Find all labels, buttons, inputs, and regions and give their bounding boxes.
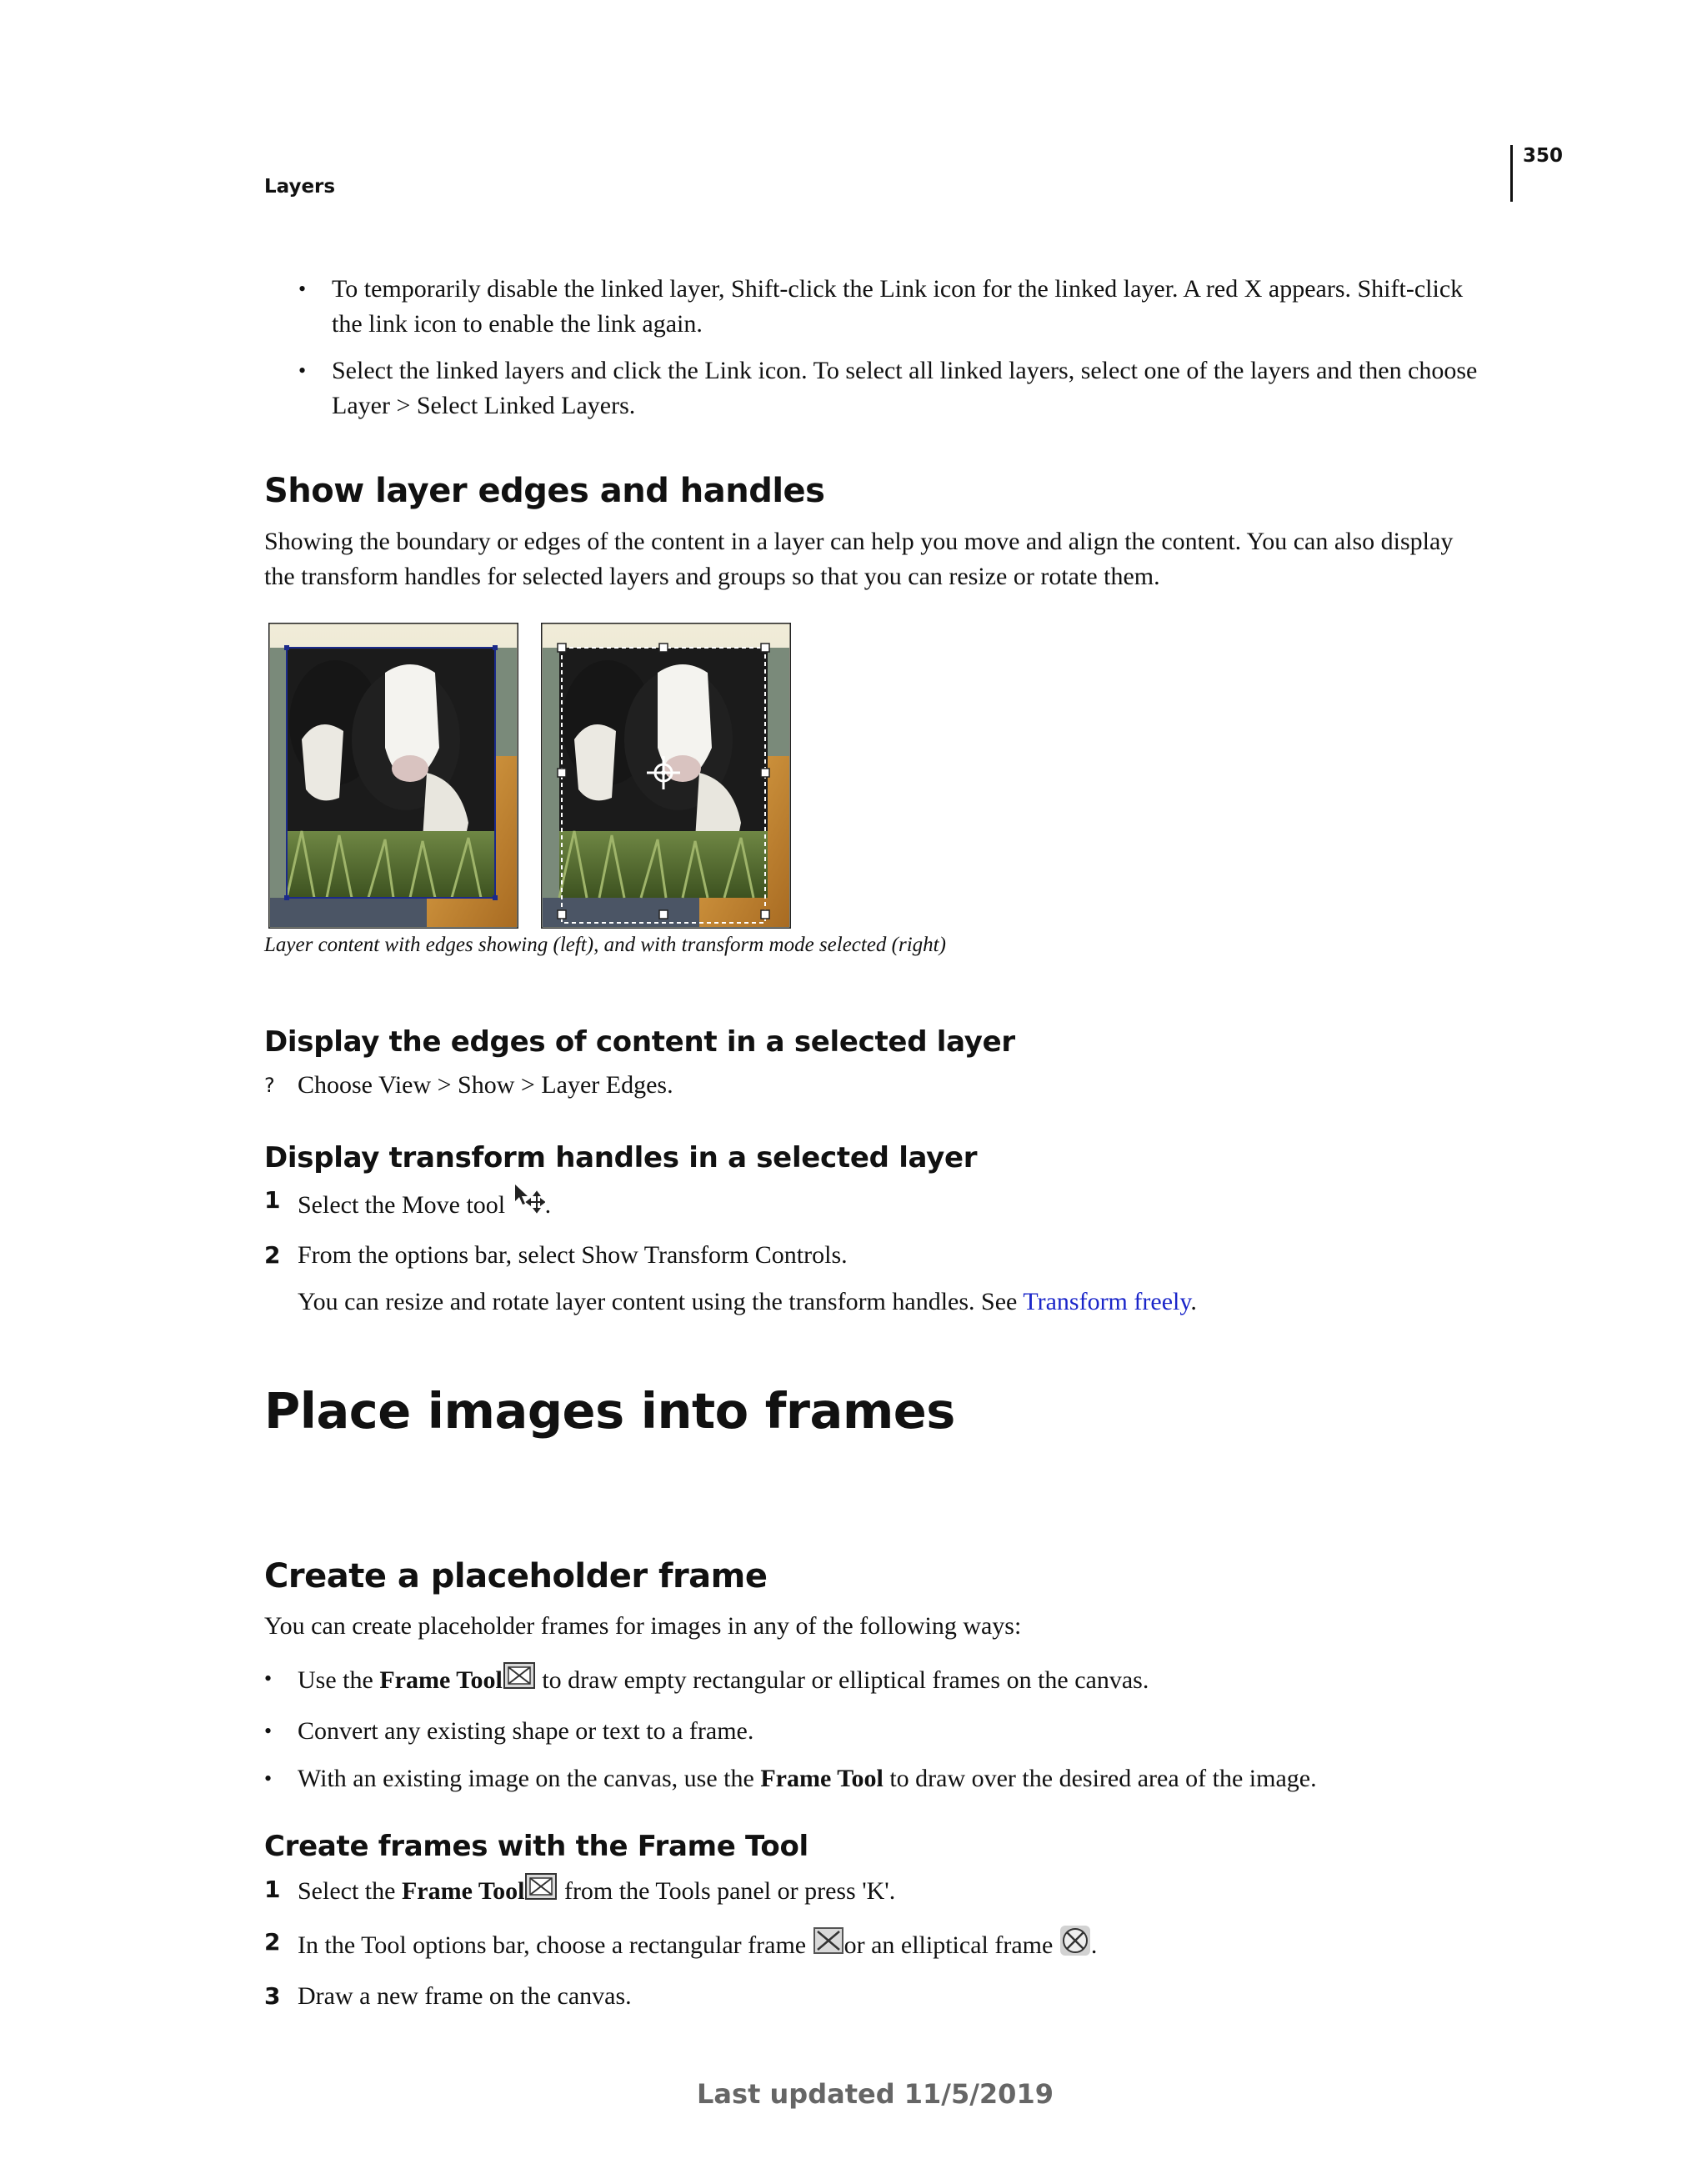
paragraph-line: the transform handles for selected layers and groups so that you can resize or rotate them. (264, 563, 1160, 590)
section-heading: Create a placeholder frame (264, 1557, 768, 1595)
step-text: Select the Move tool (298, 1191, 506, 1219)
list-item-text: Convert any existing shape or text to a frame. (298, 1717, 754, 1745)
subsection-heading: Create frames with the Frame Tool (264, 1830, 808, 1863)
list-item-text: the link icon to enable the link again. (332, 310, 703, 338)
rectangular-frame-icon (813, 1926, 844, 1966)
step-text-end: . (544, 1191, 552, 1219)
step-item (264, 1238, 1514, 1273)
step-item (264, 1925, 1514, 1966)
step-number: 3 (264, 1982, 281, 2010)
subsection-heading: Display transform handles in a selected layer (264, 1141, 978, 1175)
step-marker: ? (264, 1074, 275, 1097)
chapter-heading: Place images into frames (264, 1382, 955, 1440)
list-item-text: Select the linked layers and click the Link icon. To select all linked layers, select one of the layers and then choose (332, 357, 1478, 384)
frame-tool-icon (503, 1661, 536, 1701)
page-number: 350 (1523, 145, 1564, 167)
bullet-marker: • (264, 1766, 273, 1791)
numbered-list (264, 1183, 1514, 1320)
elliptical-frame-icon (1059, 1925, 1091, 1966)
numbered-list (264, 1872, 1514, 2014)
step-text: Select the (298, 1877, 402, 1905)
list-item (298, 353, 1515, 423)
list-item-text: With an existing image on the canvas, use the (298, 1765, 761, 1792)
note-end: . (1190, 1288, 1197, 1315)
step-text: . (1090, 1931, 1098, 1959)
list-item (264, 1761, 1514, 1796)
bullet-marker: • (298, 358, 307, 383)
frame-tool-label: Frame Tool (760, 1765, 884, 1792)
step-item (264, 1183, 1514, 1226)
step-text: Draw a new frame on the canvas. (298, 1982, 632, 2010)
step-text: Choose View > Show > Layer Edges. (298, 1071, 673, 1099)
paragraph-line: Showing the boundary or edges of the content in a layer can help you move and align the content. You can also display (264, 528, 1454, 555)
step-number: 2 (264, 1928, 281, 1956)
section-paragraph: You can create placeholder frames for images in any of the following ways: (264, 1612, 1022, 1640)
step-number: 1 (264, 1876, 281, 1903)
footer-last-updated: Last updated 11/5/2019 (697, 2078, 1054, 2110)
list-item-text: to draw over the desired area of the image. (883, 1765, 1317, 1792)
section-paragraph (264, 524, 1514, 594)
cow-image-transform (541, 623, 791, 929)
step-number: 2 (264, 1241, 281, 1269)
bullet-marker: • (264, 1719, 273, 1743)
cow-image-edges (268, 623, 518, 929)
section-heading: Show layer edges and handles (264, 472, 825, 510)
move-tool-icon (512, 1183, 545, 1226)
list-item (264, 1714, 1514, 1749)
subsection-heading: Display the edges of content in a selected layer (264, 1025, 1015, 1059)
list-item-text: Use the (298, 1666, 380, 1694)
figure-transform-mode (541, 623, 791, 933)
note-text: You can resize and rotate layer content using the transform handles. See (298, 1288, 1018, 1315)
step-item (264, 1979, 1514, 2014)
step-note (264, 1285, 1514, 1320)
list-item (264, 1661, 1514, 1701)
figure-layer-edges (268, 623, 518, 933)
step-text: or an elliptical frame (843, 1931, 1059, 1959)
bullet-marker: • (298, 277, 307, 301)
step-item (264, 1872, 1514, 1912)
running-title: Layers (264, 176, 336, 198)
frame-tool-icon (524, 1872, 558, 1912)
header-rule (1510, 145, 1513, 202)
bullet-marker: • (264, 1666, 273, 1691)
transform-freely-link[interactable]: Transform freely (1023, 1288, 1191, 1315)
list-item (298, 272, 1515, 342)
step-number: 1 (264, 1186, 281, 1214)
list-item-text: To temporarily disable the linked layer, Shift-click the Link icon for the linked layer. A red X appears. Shift-click (332, 275, 1464, 303)
frame-tool-label: Frame Tool (379, 1666, 503, 1694)
frame-tool-label: Frame Tool (401, 1877, 525, 1905)
step-text: from the Tools panel or press 'K'. (558, 1877, 896, 1905)
step-text: In the Tool options bar, choose a rectangular frame (298, 1931, 813, 1959)
list-item-text: to draw empty rectangular or elliptical frames on the canvas. (535, 1666, 1149, 1694)
step-text: From the options bar, select Show Transform Controls. (298, 1241, 848, 1269)
step-item (264, 1068, 1514, 1103)
placeholder-bullet-list (264, 1661, 1514, 1796)
intro-bullet-list (298, 272, 1515, 423)
figure-caption: Layer content with edges showing (left), and with transform mode selected (right) (264, 934, 946, 956)
list-item-text: Layer > Select Linked Layers. (332, 392, 636, 419)
